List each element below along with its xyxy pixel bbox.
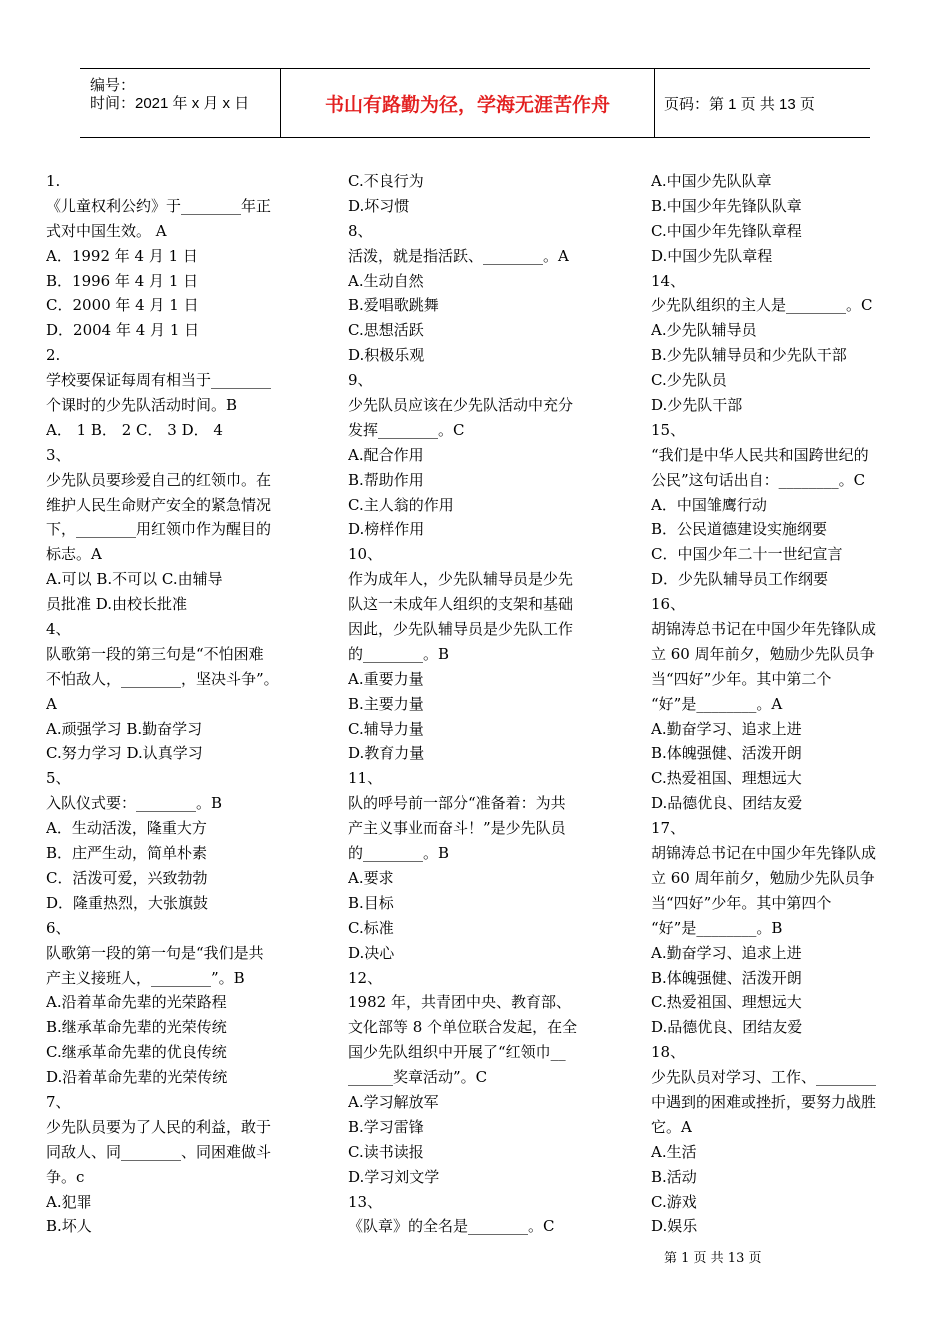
- text-line: 少先队组织的主人是________。C: [651, 296, 873, 315]
- text-line: 入队仪式要：________。B: [46, 794, 223, 813]
- question-column-2: [348, 169, 610, 1239]
- text-line: A.沿着革命先辈的光荣路程: [46, 993, 227, 1012]
- text-line: C.辅导力量: [348, 719, 424, 738]
- text-line: 发挥________。C: [348, 420, 465, 439]
- text-line: C.游戏: [651, 1192, 697, 1211]
- text-line: 16、: [651, 595, 686, 614]
- text-line: C.标准: [348, 918, 394, 937]
- text-line: 国少先队组织中开展了“红领巾__: [348, 1043, 566, 1062]
- text-line: C.继承革命先辈的优良传统: [46, 1043, 227, 1062]
- text-line: B.体魄强健、活泼开朗: [651, 744, 802, 763]
- text-line: 1.: [46, 172, 61, 190]
- text-line: 少先队员要为了人民的利益，敢于: [46, 1117, 272, 1136]
- text-line: 5、: [46, 769, 71, 788]
- text-line: B.少先队辅导员和少先队干部: [651, 346, 847, 365]
- text-line: 少先队员对学习、工作、________: [651, 1068, 877, 1087]
- text-line: 公民”这句话出自：________。C: [651, 470, 866, 489]
- text-line: C.热爱祖国、理想远大: [651, 769, 802, 788]
- text-line: 队的呼号前一部分“准备着：为共: [348, 794, 566, 813]
- text-line: 因此，少先队辅导员是少先队工作: [348, 620, 574, 639]
- header-info-cell: [80, 69, 280, 137]
- text-line: D．2004 年 4 月 1 日: [46, 321, 200, 340]
- text-line: 争。c: [46, 1167, 85, 1186]
- text-line: “好”是________。A: [651, 694, 783, 713]
- text-line: D.娱乐: [651, 1217, 698, 1236]
- text-line: 队歌第一段的第一句是“我们是共: [46, 943, 264, 962]
- text-line: D.学习刘文学: [348, 1167, 440, 1186]
- text-line: 当“四好”少年。其中第二个: [651, 669, 832, 688]
- page-footer: 第 1 页 共 13 页: [664, 1251, 762, 1266]
- text-line: 当“四好”少年。其中第四个: [651, 893, 832, 912]
- text-line: 下，________用红领巾作为醒目的: [46, 520, 272, 539]
- text-line: 12、: [348, 968, 383, 987]
- text-line: C．活泼可爱，兴致勃勃: [46, 868, 208, 887]
- text-line: C.热爱祖国、理想远大: [651, 993, 802, 1012]
- text-line: A.勤奋学习、追求上进: [651, 719, 802, 738]
- text-line: A． 1 B． 2 C． 3 D． 4: [46, 420, 223, 439]
- text-line: D.中国少先队章程: [651, 246, 773, 265]
- text-line: B.学习雷锋: [348, 1117, 424, 1136]
- header-divider: [654, 69, 655, 137]
- text-line: D.坏习惯: [348, 196, 410, 215]
- text-line: D．隆重热烈，大张旗鼓: [46, 893, 209, 912]
- question-column-3: [651, 169, 913, 1239]
- text-line: C.努力学习 D.认真学习: [46, 744, 203, 763]
- text-line: B.目标: [348, 893, 394, 912]
- text-line: 3、: [46, 445, 71, 464]
- text-line: 中遇到的困难或挫折，要努力战胜: [651, 1092, 877, 1111]
- text-line: 立 60 周年前夕，勉励少先队员争: [651, 644, 875, 663]
- text-line: C．2000 年 4 月 1 日: [46, 296, 199, 315]
- text-line: 标志。A: [46, 545, 102, 564]
- text-line: B.继承革命先辈的光荣传统: [46, 1018, 227, 1037]
- text-line: C.少先队员: [651, 371, 727, 390]
- text-line: A.可以 B.不可以 C.由辅导: [46, 570, 223, 589]
- text-line: A.犯罪: [46, 1192, 92, 1211]
- text-line: 队歌第一段的第三句是“不怕困难: [46, 644, 264, 663]
- text-line: D.教育力量: [348, 744, 425, 763]
- text-line: 少先队员要珍爱自己的红领巾。在: [46, 470, 272, 489]
- text-line: A.少先队辅导员: [651, 321, 757, 340]
- text-line: C.思想活跃: [348, 321, 424, 340]
- question-column-1: [46, 169, 308, 1239]
- text-line: D.榜样作用: [348, 520, 425, 539]
- text-line: B.帮助作用: [348, 470, 424, 489]
- text-line: B.主要力量: [348, 694, 424, 713]
- text-line: 员批准 D.由校长批准: [46, 595, 188, 614]
- text-line: 14、: [651, 271, 686, 290]
- text-line: 8、: [348, 221, 373, 240]
- text-line: D.少先队干部: [651, 396, 743, 415]
- text-line: B．1996 年 4 月 1 日: [46, 271, 199, 290]
- text-line: D.积极乐观: [348, 346, 425, 365]
- text-line: 立 60 周年前夕，勉励少先队员争: [651, 868, 875, 887]
- text-line: 15、: [651, 420, 686, 439]
- text-line: D.决心: [348, 943, 395, 962]
- text-line: 9、: [348, 371, 373, 390]
- text-line: 的________。B: [348, 644, 450, 663]
- text-line: 7、: [46, 1092, 71, 1111]
- text-line: 的________。B: [348, 844, 450, 863]
- text-line: A．生动活泼，隆重大方: [46, 819, 207, 838]
- text-line: 产主义接班人，________”。B: [46, 968, 245, 987]
- text-line: B.坏人: [46, 1217, 92, 1236]
- document-number-label: 编号：: [90, 77, 136, 94]
- text-line: 13、: [348, 1192, 383, 1211]
- text-line: A: [46, 694, 57, 713]
- text-line: A．中国雏鹰行动: [651, 495, 767, 514]
- text-line: 队这一未成年人组织的支架和基础: [348, 595, 574, 614]
- text-line: “好”是________。B: [651, 918, 783, 937]
- text-line: 活泼，就是指活跃、________。A: [348, 246, 569, 265]
- text-line: 学校要保证每周有相当于________: [46, 371, 272, 390]
- text-line: C.中国少年先锋队章程: [651, 221, 802, 240]
- text-line: 胡锦涛总书记在中国少年先锋队成: [651, 620, 877, 639]
- page-header: [80, 68, 870, 138]
- text-line: B.体魄强健、活泼开朗: [651, 968, 802, 987]
- text-line: 式对中国生效。 A: [46, 221, 167, 240]
- header-page-info: 页码：第 1 页 共 13 页: [664, 95, 815, 113]
- text-line: 10、: [348, 545, 383, 564]
- text-line: A.顽强学习 B.勤奋学习: [46, 719, 203, 738]
- text-line: A.勤奋学习、追求上进: [651, 943, 802, 962]
- text-line: 18、: [651, 1043, 686, 1062]
- text-line: ______奖章活动”。C: [348, 1068, 488, 1087]
- document-date: 时间：2021 年 x 月 x 日: [90, 95, 250, 112]
- text-line: 维护人民生命财产安全的紧急情况: [46, 495, 272, 514]
- text-line: C.读书读报: [348, 1142, 424, 1161]
- text-line: “我们是中华人民共和国跨世纪的: [651, 445, 869, 464]
- text-line: 它。A: [651, 1117, 692, 1136]
- text-line: 4、: [46, 620, 71, 639]
- text-line: A.生活: [651, 1142, 697, 1161]
- text-line: 《儿童权利公约》于________年正: [46, 196, 272, 215]
- text-line: B．庄严生动，简单朴素: [46, 844, 208, 863]
- text-line: 不怕敌人，________，坚决斗争”。: [46, 669, 279, 688]
- text-line: A.中国少先队队章: [651, 172, 772, 190]
- text-line: A.配合作用: [348, 445, 424, 464]
- header-motto: 书山有路勤为径，学海无涯苦作舟: [324, 93, 610, 116]
- text-line: B．公民道德建设实施纲要: [651, 520, 828, 539]
- text-line: A.学习解放军: [348, 1092, 439, 1111]
- text-line: 同敌人、同________、同困难做斗: [46, 1142, 272, 1161]
- text-line: 《队章》的全名是________。C: [348, 1217, 555, 1236]
- text-line: D.品德优良、团结友爱: [651, 794, 803, 813]
- text-line: C．中国少年二十一世纪宣言: [651, 545, 843, 564]
- text-line: A.生动自然: [348, 271, 424, 290]
- text-line: A.要求: [348, 868, 394, 887]
- text-line: D.品德优良、团结友爱: [651, 1018, 803, 1037]
- text-line: 作为成年人，少先队辅导员是少先: [348, 570, 574, 589]
- text-line: B.爱唱歌跳舞: [348, 296, 439, 315]
- text-line: A．1992 年 4 月 1 日: [46, 246, 198, 265]
- text-line: 少先队员应该在少先队活动中充分: [348, 396, 574, 415]
- text-line: B.活动: [651, 1167, 697, 1186]
- text-line: D.沿着革命先辈的光荣传统: [46, 1068, 228, 1087]
- text-line: A.重要力量: [348, 669, 424, 688]
- text-line: 1982 年，共青团中央、教育部、: [348, 993, 571, 1012]
- text-line: B.中国少年先锋队队章: [651, 196, 802, 215]
- text-line: 11、: [348, 769, 383, 788]
- text-line: 17、: [651, 819, 686, 838]
- text-line: 胡锦涛总书记在中国少年先锋队成: [651, 844, 877, 863]
- text-line: D．少先队辅导员工作纲要: [651, 570, 829, 589]
- text-line: 6、: [46, 918, 71, 937]
- text-line: C.主人翁的作用: [348, 495, 454, 514]
- text-line: C.不良行为: [348, 172, 424, 190]
- text-line: 文化部等 8 个单位联合发起，在全: [348, 1018, 578, 1037]
- text-line: 个课时的少先队活动时间。B: [46, 396, 238, 415]
- text-line: 2.: [46, 346, 61, 365]
- text-line: 产主义事业而奋斗！”是少先队员: [348, 819, 566, 838]
